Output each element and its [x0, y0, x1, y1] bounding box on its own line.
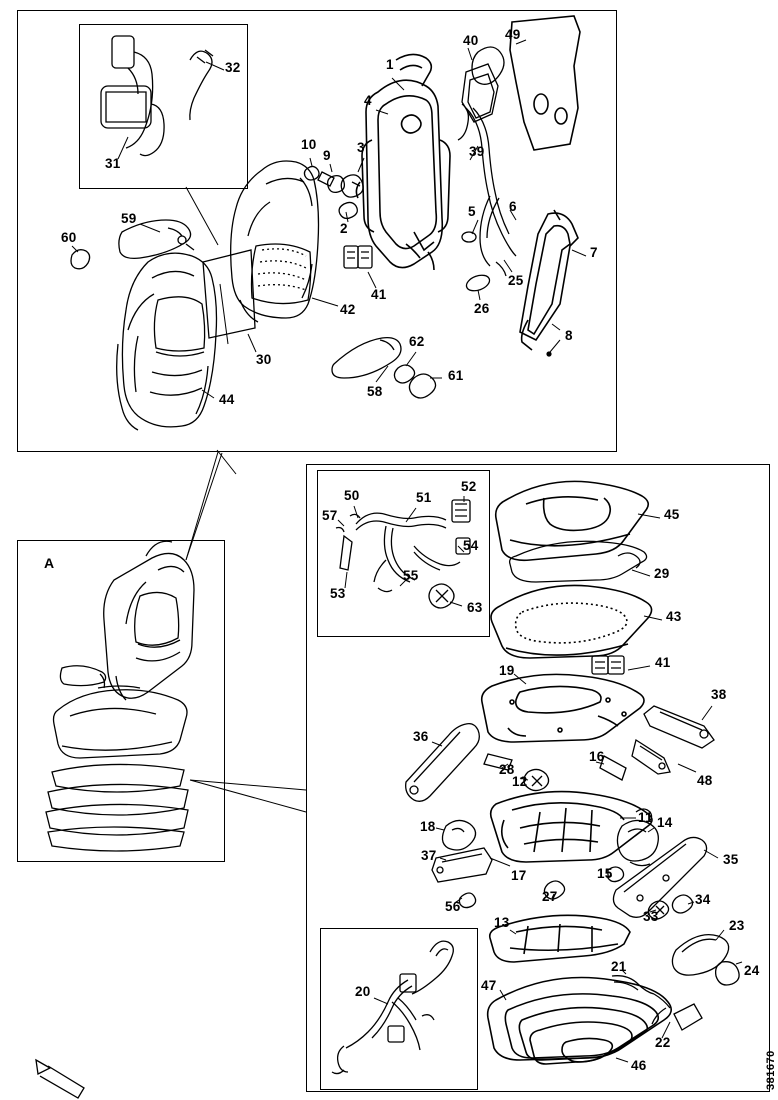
- callout-59: 59: [121, 211, 137, 226]
- callout-11: 11: [638, 810, 653, 825]
- callout-16: 16: [589, 749, 605, 764]
- section-label-a: A: [44, 555, 55, 571]
- callout-13: 13: [494, 915, 510, 930]
- callout-37: 37: [421, 848, 437, 863]
- callout-25: 25: [508, 273, 524, 288]
- callout-51: 51: [416, 490, 432, 505]
- callout-56: 56: [445, 899, 461, 914]
- callout-28: 28: [499, 762, 515, 777]
- callout-62: 62: [409, 334, 425, 349]
- callout-47: 47: [481, 978, 497, 993]
- callout-52: 52: [461, 479, 477, 494]
- callout-2: 2: [340, 221, 348, 236]
- callout-48: 48: [697, 773, 713, 788]
- callout-30: 30: [256, 352, 272, 367]
- callout-18: 18: [420, 819, 436, 834]
- callout-58: 58: [367, 384, 383, 399]
- drawing-code: 381670: [765, 1050, 777, 1090]
- callout-10: 10: [301, 137, 317, 152]
- callout-61: 61: [448, 368, 464, 383]
- callout-19: 19: [499, 663, 515, 678]
- callout-1: 1: [386, 57, 394, 72]
- callout-49: 49: [505, 27, 521, 42]
- callout-20: 20: [355, 984, 371, 999]
- callout-21: 21: [611, 959, 627, 974]
- callout-55: 55: [403, 568, 419, 583]
- callout-41: 41: [371, 287, 387, 302]
- callout-5: 5: [468, 204, 476, 219]
- callout-4: 4: [364, 93, 372, 108]
- callout-6: 6: [509, 199, 517, 214]
- callout-46: 46: [631, 1058, 647, 1073]
- callout-45: 45: [664, 507, 680, 522]
- callout-63: 63: [467, 600, 483, 615]
- callout-35: 35: [723, 852, 739, 867]
- callout-22: 22: [655, 1035, 671, 1050]
- callout-34: 34: [695, 892, 711, 907]
- callout-42: 42: [340, 302, 356, 317]
- callout-3: 3: [357, 140, 365, 155]
- callout-12: 12: [512, 774, 528, 789]
- callout-41-second: 41: [655, 655, 671, 670]
- callout-26: 26: [474, 301, 490, 316]
- callout-8: 8: [565, 328, 573, 343]
- callout-32: 32: [225, 60, 241, 75]
- callout-36: 36: [413, 729, 429, 744]
- callout-7: 7: [590, 245, 598, 260]
- callout-54: 54: [463, 538, 479, 553]
- callout-53: 53: [330, 586, 346, 601]
- callout-29: 29: [654, 566, 670, 581]
- callout-14: 14: [657, 815, 673, 830]
- callout-43: 43: [666, 609, 682, 624]
- callout-33: 33: [643, 909, 659, 924]
- callout-24: 24: [744, 963, 760, 978]
- callout-44: 44: [219, 392, 235, 407]
- callout-40: 40: [463, 33, 479, 48]
- callout-17: 17: [511, 868, 527, 883]
- callout-57: 57: [322, 508, 338, 523]
- callout-50: 50: [344, 488, 360, 503]
- callout-60: 60: [61, 230, 77, 245]
- callout-31: 31: [105, 156, 121, 171]
- callout-15: 15: [597, 866, 613, 881]
- callout-38: 38: [711, 687, 727, 702]
- callout-39: 39: [469, 144, 485, 159]
- callout-23: 23: [729, 918, 745, 933]
- callout-9: 9: [323, 148, 331, 163]
- callout-27: 27: [542, 889, 558, 904]
